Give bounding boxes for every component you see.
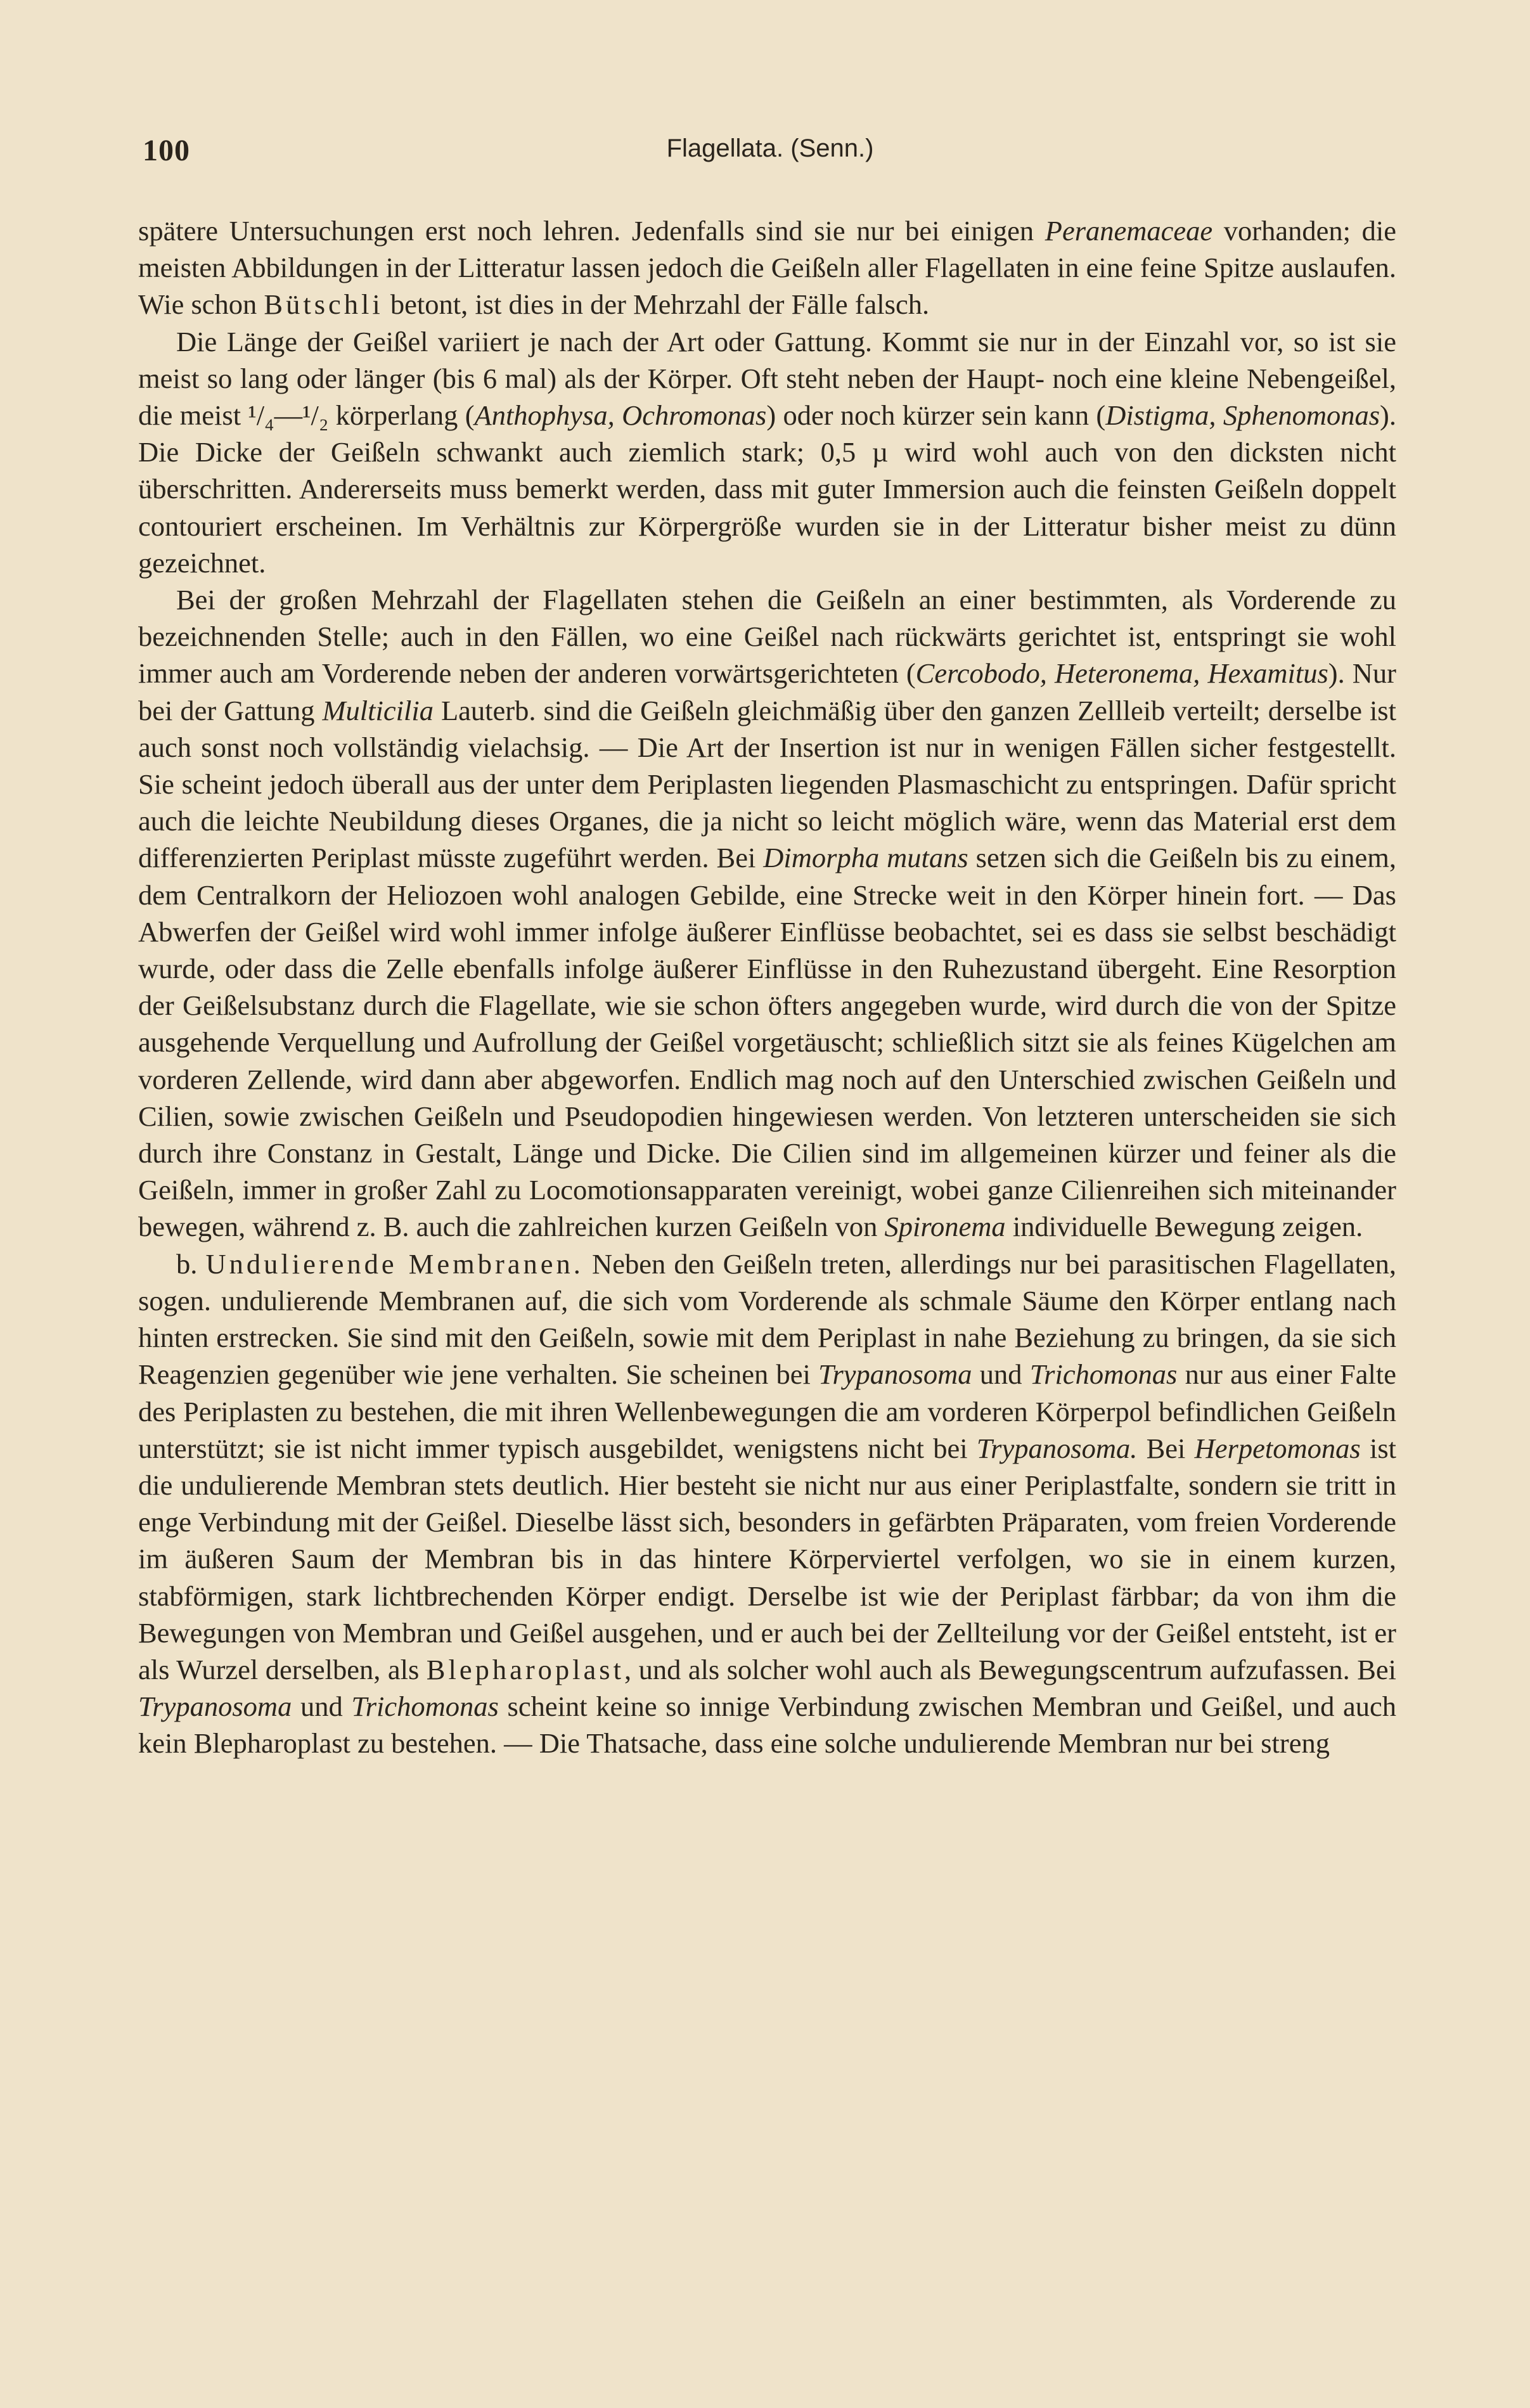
text-run: scheint keine so innige Verbindung zwischen Membran und Geißel, und auch kein Blepharoplast zu bestehen. — Die Thatsache, dass eine solche undulierende Membran nur bei streng xyxy=(138,1690,1396,1760)
italic-term: Trypanosoma xyxy=(138,1690,292,1723)
paragraph xyxy=(138,581,1396,1246)
running-title: Flagellata. (Senn.) xyxy=(666,134,874,162)
text-run: ist die undulierende Membran stets deutlich. Hier besteht sie nicht nur aus einer Periplastfalte, sondern sie tritt in enge Verbindung mit der Geißel. Dieselbe lässt sich, besonders in gefärbten Präparaten, vom freien Vorderende im äußeren Saum der Membran bis in das hintere Körperviertel verfolgen, wo sie in einem kurzen, stabförmigen, stark lichtbrechenden Körper endigt. Derselbe ist wie der Periplast färbbar; da von ihm die Bewegungen von Membran und Geißel ausgehen, und er auch bei der Zellteilung vor der Geißel entsteht, ist er als Wurzel derselben, als xyxy=(138,1432,1397,1685)
text-run: b. xyxy=(176,1247,206,1280)
spaced-emphasis: Blepharoplast xyxy=(426,1653,624,1685)
paragraph xyxy=(138,212,1396,323)
italic-term: Dimorpha mutans xyxy=(763,842,968,874)
italic-term: Peranemaceae xyxy=(1045,215,1213,247)
text-run: individuelle Bewegung zeigen. xyxy=(1005,1211,1363,1243)
text-run: vorhanden; die meisten Abbildungen in der Litteratur lassen jedoch die Geißeln aller Flagellaten in eine feine Spitze auslaufen. Wie schon xyxy=(138,215,1396,321)
text-run: Die Länge der Geißel variiert je nach der Art oder Gattung. Kommt sie nur in der Einzahl vor, so ist sie meist so lang oder länger (bis 6 mal) als der Körper. Oft steht neben der Haupt- noch eine kleine Nebengeißel, die meist ¹/₄—¹/₂ körperlang ( xyxy=(138,325,1396,432)
italic-term: Cercobodo, Heteronema, Hexamitus xyxy=(915,657,1328,690)
italic-term: Herpetomonas xyxy=(1194,1432,1361,1464)
text-run: , und als solcher wohl auch als Bewegungscentrum aufzufassen. Bei xyxy=(624,1653,1396,1685)
text-run: Bei xyxy=(1137,1432,1195,1464)
paragraph xyxy=(138,323,1396,581)
paragraph xyxy=(138,1246,1396,1762)
text-run: Bei der großen Mehrzahl der Flagellaten stehen die Geißeln an einer bestimmten, als Vorderende zu bezeichnenden Stelle; auch in den Fällen, wo eine Geißel nach rückwärts gerichtet ist, entspringt sie wohl immer auch am Vorderende neben der anderen vorwärtsgerichteten ( xyxy=(138,584,1396,690)
italic-term: Trypanosoma. xyxy=(976,1432,1138,1464)
text-run: ). Nur bei der Gattung xyxy=(138,657,1396,726)
text-run: Neben den Geißeln treten, allerdings nur bei parasitischen Flagellaten, sogen. undulierende Membranen auf, die sich vom Vorderende als schmale Säume den Körper entlang nach hinten erstrecken. Sie sind mit den Geißeln, sowie mit dem Periplast in nahe Beziehung zu bringen, da sie sich Reagenzien gegenüber wie jene verhalten. Sie scheinen bei xyxy=(138,1247,1396,1391)
spaced-emphasis: Bütschli xyxy=(264,288,383,321)
page-header xyxy=(143,133,1398,177)
spaced-emphasis: Undulierende Membranen. xyxy=(205,1247,584,1280)
text-run: Lauterb. sind die Geißeln gleichmäßig über den ganzen Zellleib verteilt; derselbe ist auch sonst noch vollständig vielachsig. — Die Art der Insertion ist nur in wenigen Fällen sicher festgestellt. Sie scheint jedoch überall aus der unter dem Periplasten liegenden Plasmaschicht zu entspringen. Dafür spricht auch die leichte Neubildung dieses Organes, die ja nicht so leicht möglich wäre, wenn das Material erst dem differenzierten Periplast müsste zugeführt werden. Bei xyxy=(138,694,1396,874)
italic-term: Anthophysa, Ochromonas xyxy=(474,399,767,432)
text-run: betont, ist dies in der Mehrzahl der Fälle falsch. xyxy=(383,288,930,321)
text-run: und xyxy=(292,1690,352,1723)
text-run: setzen sich die Geißeln bis zu einem, dem Centralkorn der Heliozoen wohl analogen Gebilde, eine Strecke weit in den Körper hinein fort. — Das Abwerfen der Geißel wird wohl immer infolge äußerer Einflüsse beobachtet, sei es dass sie selbst beschädigt wurde, oder dass die Zelle ebenfalls infolge äußerer Einflüsse in den Ruhezustand übergeht. Eine Resorption der Geißelsubstanz durch die Flagellate, wie sie schon öfters angegeben wurde, wird durch die von der Spitze ausgehende Verquellung und Aufrollung der Geißel vorgetäuscht; schließlich sitzt sie als feines Kügelchen am vorderen Zellende, wird dann aber abgeworfen. Endlich mag noch auf den Unterschied zwischen Geißeln und Cilien, sowie zwischen Geißeln und Pseudopodien hingewiesen werden. Von letzteren unterscheiden sie sich durch ihre Constanz in Gestalt, Länge und Dicke. Die Cilien sind im allgemeinen kürzer und feiner als die Geißeln, immer in großer Zahl zu Locomotionsapparaten vereinigt, wobei ganze Cilienreihen sich miteinander bewegen, während z. B. auch die zahlreichen kurzen Geißeln von xyxy=(138,842,1396,1243)
body-text xyxy=(138,212,1396,1762)
italic-term: Distigma, Sphenomonas xyxy=(1105,399,1380,432)
text-run: nur aus einer Falte des Periplasten zu bestehen, die mit ihren Wellenbewegungen die am vorderen Körperpol befindlichen Geißeln unterstützt; sie ist nicht immer typisch ausgebildet, wenigstens nicht bei xyxy=(138,1358,1397,1464)
italic-term: Spironema xyxy=(884,1211,1006,1243)
italic-term: Multicilia xyxy=(322,694,434,726)
italic-term: Trypanosoma xyxy=(818,1358,972,1391)
text-run: ) oder noch kürzer sein kann ( xyxy=(766,399,1106,432)
text-run: spätere Untersuchungen erst noch lehren. Jedenfalls sind sie nur bei einigen xyxy=(138,215,1045,247)
italic-term: Trichomonas xyxy=(351,1690,499,1723)
text-run: ). Die Dicke der Geißeln schwankt auch ziemlich stark; 0,5 µ wird wohl auch von den dicksten nicht überschritten. Andererseits muss bemerkt werden, dass mit guter Immersion auch die feinsten Geißeln doppelt contouriert erscheinen. Im Verhältnis zur Körpergröße wurden sie in der Litteratur bisher meist zu dünn gezeichnet. xyxy=(138,399,1396,579)
page-number: 100 xyxy=(143,134,190,167)
italic-term: Trichomonas xyxy=(1029,1358,1178,1391)
text-run: und xyxy=(972,1358,1030,1391)
